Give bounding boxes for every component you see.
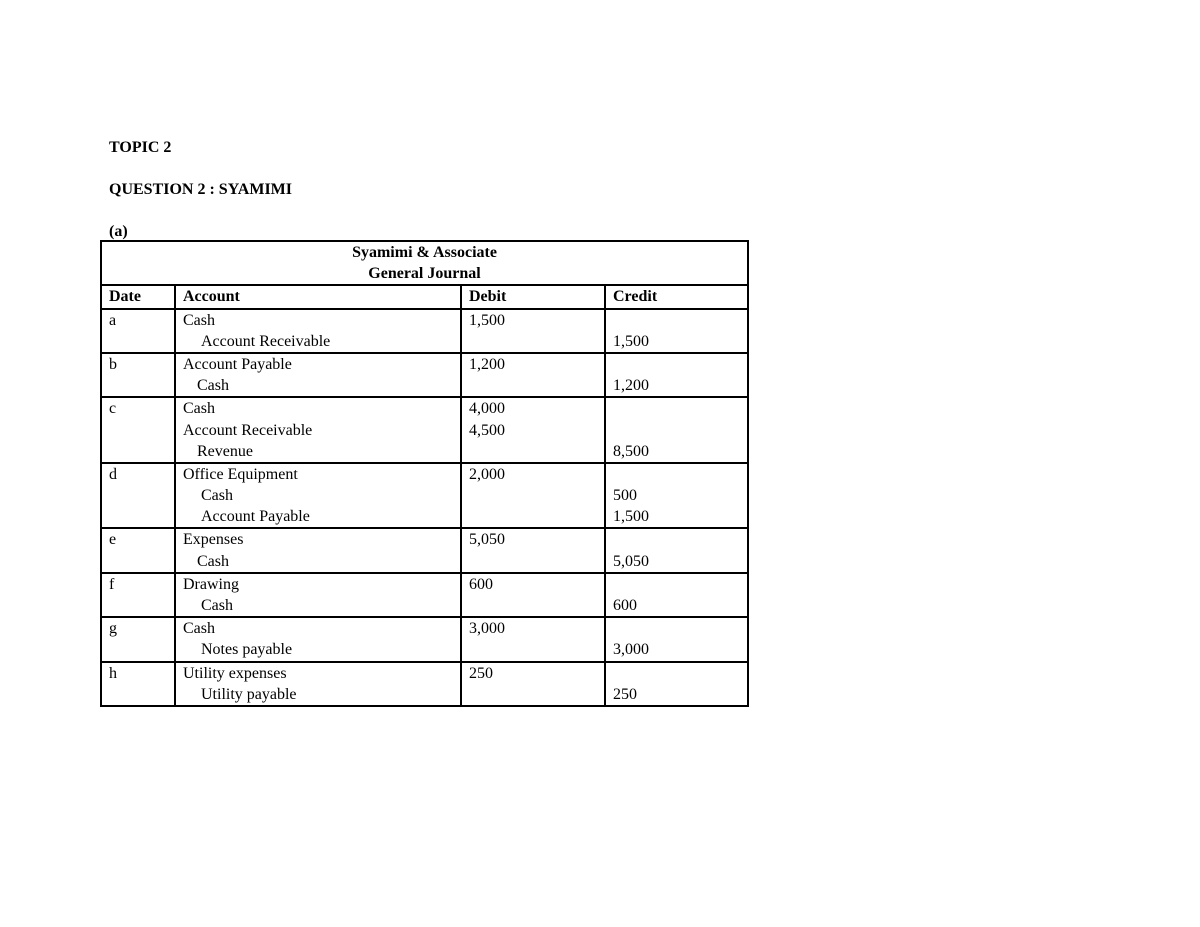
entry-date-cell xyxy=(101,463,175,529)
credit-amount xyxy=(613,310,740,331)
account-name: Cash xyxy=(183,400,215,418)
company-name: Syamimi & Associate xyxy=(352,244,497,261)
debit-amount xyxy=(469,375,597,396)
entry-date-cell xyxy=(101,353,175,397)
credit-amount: 5,050 xyxy=(613,552,649,570)
journal-title-cell xyxy=(101,241,748,285)
entry-date-cell xyxy=(101,309,175,353)
account-name: Drawing xyxy=(183,575,239,593)
entry-credit-cell xyxy=(605,573,748,617)
debit-amount: 2,000 xyxy=(469,465,505,483)
entry-credit-cell xyxy=(605,662,748,706)
entry-credit-cell xyxy=(605,617,748,661)
journal-entry-row xyxy=(101,528,748,572)
account-name: Notes payable xyxy=(201,641,293,659)
journal-entry-row xyxy=(101,463,748,529)
journal-entry-row xyxy=(101,353,748,397)
journal-entry-row xyxy=(101,662,748,706)
entry-account-cell xyxy=(175,617,461,661)
credit-amount: 3,000 xyxy=(613,641,649,659)
credit-amount xyxy=(613,663,740,684)
part-label: (a) xyxy=(109,223,128,240)
credit-amount xyxy=(613,529,740,550)
account-column-header: Account xyxy=(175,285,461,308)
account-name: Revenue xyxy=(197,442,253,460)
entry-account-cell xyxy=(175,353,461,397)
entry-account-cell xyxy=(175,528,461,572)
entry-date: a xyxy=(109,311,117,329)
debit-amount xyxy=(469,684,597,705)
credit-amount: 600 xyxy=(613,597,637,615)
entry-date-cell xyxy=(101,528,175,572)
credit-amount xyxy=(613,464,740,485)
account-name: Cash xyxy=(201,597,233,615)
credit-amount xyxy=(613,354,740,375)
entry-credit-cell xyxy=(605,309,748,353)
general-journal-table xyxy=(100,240,749,707)
date-column-header: Date xyxy=(101,285,175,308)
entry-date-cell xyxy=(101,617,175,661)
entry-account-cell xyxy=(175,662,461,706)
account-name: Account Receivable xyxy=(183,421,313,439)
entry-date: e xyxy=(109,531,117,549)
entry-debit-cell xyxy=(461,528,605,572)
entry-date: h xyxy=(109,664,117,682)
debit-amount: 1,200 xyxy=(469,355,505,373)
account-name: Cash xyxy=(183,311,215,329)
entry-debit-cell xyxy=(461,463,605,529)
entry-credit-cell xyxy=(605,353,748,397)
debit-amount xyxy=(469,551,597,572)
debit-amount: 3,000 xyxy=(469,620,505,638)
debit-amount: 250 xyxy=(469,664,493,682)
journal-title: General Journal xyxy=(368,265,481,283)
debit-amount xyxy=(469,639,597,660)
journal-entry-row xyxy=(101,617,748,661)
debit-amount: 1,500 xyxy=(469,311,505,329)
entry-account-cell xyxy=(175,573,461,617)
account-name: Utility expenses xyxy=(183,664,287,682)
entry-date: b xyxy=(109,355,117,373)
entry-credit-cell xyxy=(605,528,748,572)
credit-amount: 1,500 xyxy=(613,332,649,350)
credit-amount: 8,500 xyxy=(613,442,649,460)
entry-date: c xyxy=(109,400,117,418)
credit-amount xyxy=(613,618,740,639)
debit-amount: 4,000 xyxy=(469,400,505,418)
credit-amount xyxy=(613,574,740,595)
journal-entry-row xyxy=(101,309,748,353)
entry-debit-cell xyxy=(461,573,605,617)
entry-debit-cell xyxy=(461,617,605,661)
account-name: Cash xyxy=(183,620,215,638)
entry-account-cell xyxy=(175,309,461,353)
journal-entry-row xyxy=(101,573,748,617)
entry-debit-cell xyxy=(461,309,605,353)
question-heading: QUESTION 2 : SYAMIMI xyxy=(109,181,292,198)
credit-amount xyxy=(613,398,740,419)
credit-amount: 1,500 xyxy=(613,508,649,526)
credit-column-header: Credit xyxy=(605,285,748,308)
journal-entry-row xyxy=(101,397,748,463)
entry-date-cell xyxy=(101,573,175,617)
credit-amount: 500 xyxy=(613,487,637,505)
entry-date-cell xyxy=(101,662,175,706)
account-name: Cash xyxy=(197,377,229,395)
journal-title-row xyxy=(101,241,748,285)
credit-amount xyxy=(613,420,740,441)
entry-debit-cell xyxy=(461,397,605,463)
topic-heading: TOPIC 2 xyxy=(109,139,172,156)
debit-amount xyxy=(469,595,597,616)
account-name: Utility payable xyxy=(201,685,297,703)
debit-amount: 600 xyxy=(469,575,493,593)
entry-date: g xyxy=(109,620,117,638)
account-name: Office Equipment xyxy=(183,465,298,483)
debit-amount xyxy=(469,441,597,462)
entry-account-cell xyxy=(175,463,461,529)
entry-account-cell xyxy=(175,397,461,463)
credit-amount: 1,200 xyxy=(613,377,649,395)
account-name: Cash xyxy=(201,487,233,505)
debit-amount xyxy=(469,485,597,506)
entry-debit-cell xyxy=(461,662,605,706)
entry-date-cell xyxy=(101,397,175,463)
account-name: Account Payable xyxy=(201,508,310,526)
debit-amount: 4,500 xyxy=(469,421,505,439)
account-name: Account Payable xyxy=(183,355,292,373)
table-header-row xyxy=(101,285,748,308)
debit-column-header: Debit xyxy=(461,285,605,308)
entry-date: d xyxy=(109,465,117,483)
account-name: Expenses xyxy=(183,531,244,549)
entry-debit-cell xyxy=(461,353,605,397)
account-name: Account Receivable xyxy=(201,332,331,350)
account-name: Cash xyxy=(197,552,229,570)
debit-amount xyxy=(469,506,597,527)
debit-amount: 5,050 xyxy=(469,531,505,549)
entry-credit-cell xyxy=(605,463,748,529)
debit-amount xyxy=(469,331,597,352)
entry-credit-cell xyxy=(605,397,748,463)
credit-amount: 250 xyxy=(613,685,637,703)
entry-date: f xyxy=(109,575,115,593)
